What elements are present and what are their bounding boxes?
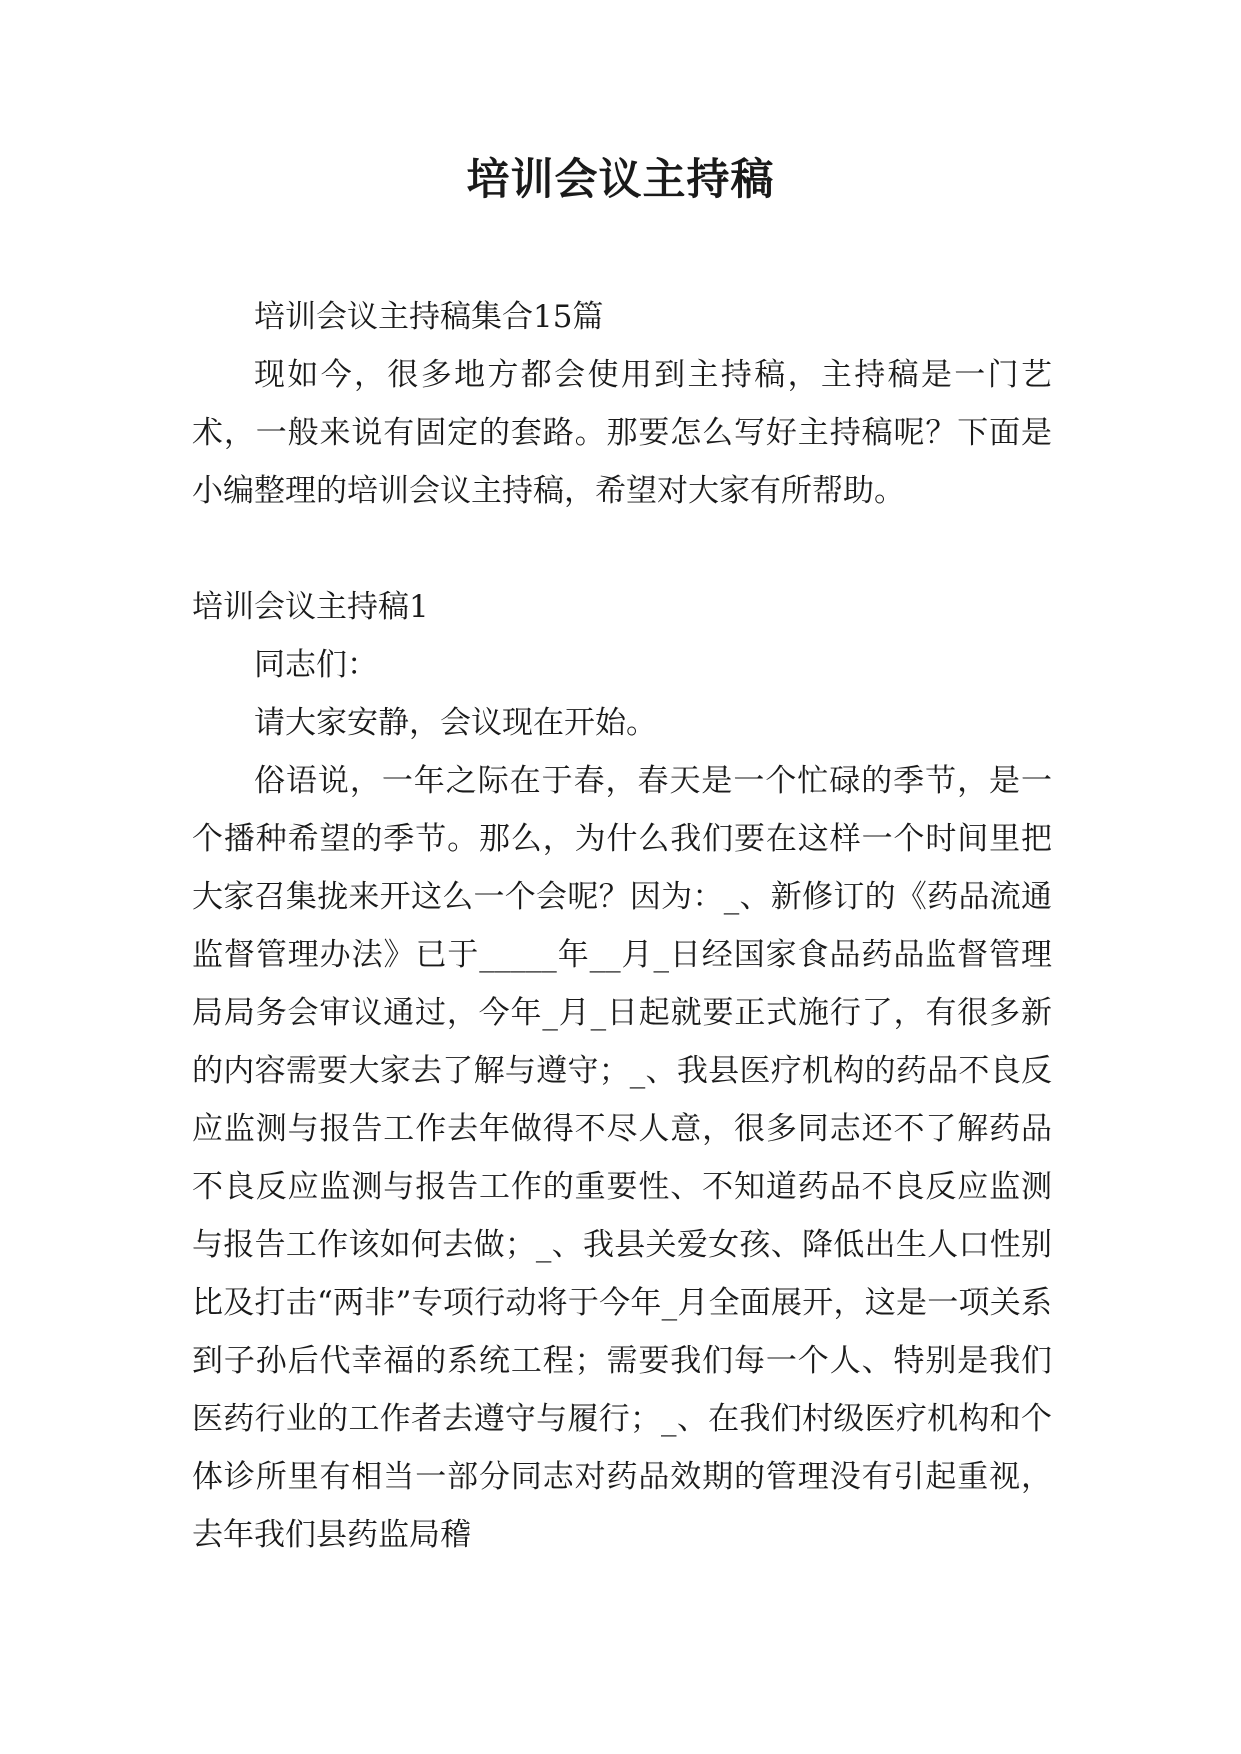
opening-line: 请大家安静，会议现在开始。 — [254, 705, 657, 741]
collection-subtitle: 培训会议主持稿集合15篇 — [254, 299, 604, 335]
document-title: 培训会议主持稿 — [466, 155, 775, 205]
intro-paragraph: 现如今，很多地方都会使用到主持稿，主持稿是一门艺术，一般来说有固定的套路。那要怎么写好主持稿呢？下面是小编整理的培训会议主持稿，希望对大家有所帮助。 — [192, 357, 1052, 509]
section-heading: 培训会议主持稿1 — [192, 589, 429, 625]
salutation: 同志们： — [254, 647, 378, 683]
spacer — [192, 520, 1052, 578]
document-body — [192, 288, 1052, 1564]
body-paragraph: 俗语说，一年之际在于春，春天是一个忙碌的季节，是一个播种希望的季节。那么，为什么我们要在这样一个时间里把大家召集拢来开这么一个会呢？因为：_、新修订的《药品流通监督管理办法》已于_____年__月_日经国家食品药品监督管理局局务会审议通过，今年_月_日起就要正式施行了，有很多新的内容需要大家去了解与遵守；_、我县医疗机构的药品不良反应监测与报告工作去年做得不尽人意，很多同志还不了解药品不良反应监测与报告工作的重要性、不知道药品不良反应监测与报告工作该如何去做；_、我县关爱女孩、降低出生人口性别比及打击“两非”专项行动将于今年_月全面展开，这是一项关系到子孙后代幸福的系统工程；需要我们每一个人、特别是我们医药行业的工作者去遵守与履行；_、在我们村级医疗机构和个体诊所里有相当一部分同志对药品效期的管理没有引起重视，去年我们县药监局稽 — [192, 763, 1052, 1553]
